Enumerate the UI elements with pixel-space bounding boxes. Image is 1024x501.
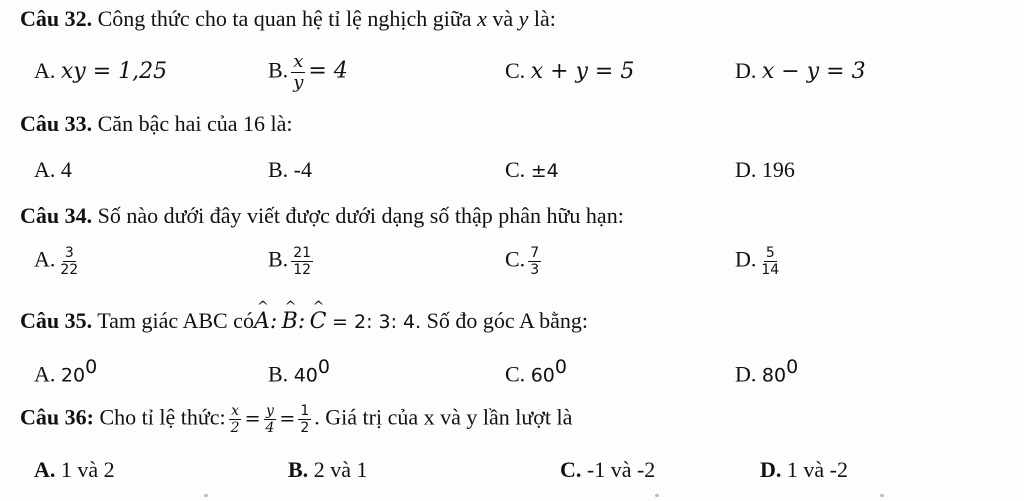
option-a[interactable]: [34, 58, 167, 84]
cutoff-mark: [655, 494, 659, 497]
fraction-numerator: x: [231, 403, 240, 419]
angle-value: 40: [293, 364, 318, 387]
option-a[interactable]: [34, 356, 97, 387]
angle-a: ^ A: [254, 309, 270, 334]
option-d[interactable]: [735, 245, 784, 278]
option-c[interactable]: [505, 58, 634, 84]
option-letter: C.: [560, 457, 582, 482]
question-label: Câu 34.: [20, 203, 93, 228]
fraction-denominator: 2: [230, 420, 240, 436]
question-text: là:: [533, 6, 556, 31]
option-c[interactable]: [505, 356, 567, 387]
option-letter: A.: [34, 246, 56, 272]
question-36: [20, 403, 572, 436]
fraction-denominator: 2: [300, 420, 310, 436]
option-d[interactable]: [735, 356, 798, 387]
question-34: [20, 203, 624, 229]
fraction: [291, 245, 313, 278]
option-text: 2 và 1: [313, 457, 368, 482]
question-text: và: [492, 6, 514, 31]
question-text: Cho tỉ lệ thức:: [99, 404, 226, 430]
equals-sign: =: [244, 407, 261, 430]
option-c[interactable]: [505, 157, 559, 183]
option-letter: A.: [34, 361, 56, 387]
question-label: Câu 36:: [20, 404, 94, 430]
fraction: [58, 245, 80, 278]
math-expression: xy = 1,25: [60, 59, 168, 84]
option-letter: A.: [34, 58, 56, 83]
option-letter: D.: [735, 58, 757, 83]
fraction-numerator: 3: [64, 245, 74, 261]
question-text: Căn bậc hai của 16 là:: [97, 111, 293, 136]
fraction: [229, 403, 242, 436]
option-letter: D.: [735, 361, 757, 387]
question-text: Số đo góc A bằng:: [426, 308, 589, 333]
math-var: y: [518, 6, 529, 31]
fraction: [528, 245, 541, 278]
fraction-denominator: 3: [530, 262, 540, 278]
fraction: [291, 52, 305, 93]
fraction-numerator: 21: [293, 245, 312, 261]
fraction: [298, 403, 311, 436]
math-expression: x − y = 3: [761, 59, 866, 84]
option-b[interactable]: [268, 356, 330, 387]
option-letter: A.: [34, 457, 56, 482]
option-b[interactable]: [268, 245, 316, 278]
degree-mark: 0: [554, 356, 567, 378]
option-letter: D.: [760, 457, 782, 482]
option-d[interactable]: [760, 457, 848, 483]
question-33: [20, 111, 293, 137]
option-text: 1 và -2: [786, 457, 848, 482]
option-b[interactable]: [268, 52, 348, 93]
cutoff-mark: [880, 494, 884, 497]
option-b[interactable]: B. -4: [268, 157, 312, 182]
degree-mark: 0: [85, 356, 98, 378]
option-a[interactable]: A. 4: [34, 157, 72, 182]
fraction-denominator: 4: [265, 420, 275, 436]
math-var: x: [477, 6, 487, 31]
option-c[interactable]: [505, 245, 544, 278]
question-text: Số nào dưới đây viết được dưới dạng số thập phân hữu hạn:: [97, 203, 624, 228]
math-expression: x + y = 5: [530, 59, 635, 84]
fraction: [759, 245, 781, 278]
option-letter: D.: [735, 246, 757, 272]
option-a[interactable]: [34, 245, 83, 278]
cutoff-mark: [204, 494, 208, 497]
option-text: -1 và -2: [586, 457, 656, 482]
angle-c: ^ C: [310, 309, 327, 334]
fraction-denominator: y: [293, 72, 304, 93]
option-letter: B.: [268, 246, 289, 272]
option-letter: C.: [505, 157, 526, 182]
question-label: Câu 32.: [20, 6, 93, 31]
fraction-denominator: 12: [293, 262, 312, 278]
fraction-numerator: y: [266, 403, 274, 419]
option-letter: C.: [505, 58, 526, 83]
fraction-numerator: 5: [765, 245, 775, 261]
degree-mark: 0: [317, 356, 330, 378]
question-text: . Giá trị của x và y lần lượt là: [314, 404, 573, 430]
math-expression: = 4: [308, 58, 348, 84]
option-letter: B.: [268, 57, 289, 83]
option-letter: B.: [268, 361, 289, 387]
question-text: Tam giác ABC có: [97, 308, 254, 333]
fraction-numerator: 1: [300, 403, 310, 419]
option-letter: C.: [505, 246, 526, 272]
angle-value: 20: [60, 364, 86, 387]
fraction-denominator: 14: [761, 262, 780, 278]
option-letter: C.: [505, 361, 526, 387]
option-d[interactable]: [735, 58, 866, 84]
fraction-numerator: 7: [530, 245, 540, 261]
angle-value: 80: [761, 364, 787, 387]
degree-mark: 0: [786, 356, 799, 378]
ratio-expression: = 2: 3: 4.: [332, 311, 422, 333]
option-a[interactable]: [34, 457, 115, 483]
angle-b: ^ B: [282, 309, 298, 334]
option-c[interactable]: [560, 457, 655, 483]
question-35: Câu 35. Tam giác ABC có^ A: ^ B: ^ C = 2: 3: 4. Số đo góc A bằng:: [20, 308, 588, 334]
option-letter: B.: [288, 457, 309, 482]
math-expression: ±4: [530, 160, 559, 182]
question-label: Câu 33.: [20, 111, 93, 136]
option-d[interactable]: D. 196: [735, 157, 795, 182]
option-text: 1 và 2: [60, 457, 115, 482]
fraction: [264, 403, 277, 436]
equals-sign: =: [279, 407, 296, 430]
angle-value: 60: [530, 364, 555, 387]
fraction-numerator: x: [293, 51, 304, 72]
question-label: Câu 35.: [20, 308, 93, 333]
question-text: Công thức cho ta quan hệ tỉ lệ nghịch giữa: [97, 6, 472, 31]
fraction-denominator: 22: [60, 262, 79, 278]
question-32: [20, 6, 556, 32]
option-b[interactable]: [288, 457, 367, 483]
